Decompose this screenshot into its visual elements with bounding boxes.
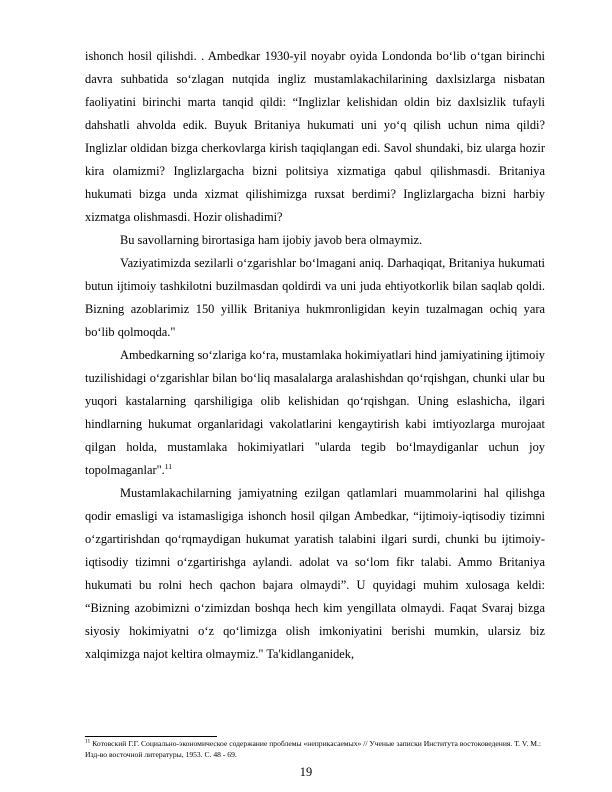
- page-number: 19: [299, 765, 313, 779]
- paragraph-4: [85, 344, 545, 482]
- footnote: [85, 738, 545, 760]
- footnote-reference: 11: [164, 461, 172, 471]
- paragraph-1: ishonch hosil qilishdi. . Ambedkar 1930-yil noyabr oyida Londonda bo‘lib o‘tgan birinchi davra suhbatida so‘zlagan nutqida ingliz mustamlakachilarining daxlsizlarga nisbatan faoliyatini birinchi marta tanqid qildi: “Inglizlar kelishidan oldin biz daxlsizlik tufayli dahshatli ahvolda edik. Buyuk Britaniya hukumati uni yo‘q qilish uchun nima qildi? Inglizlar oldidan bizga cherkovlarga kirish taqiqlangan edi. Savol shundaki, biz ularga hozir kira olamizmi? Inglizlargacha bizni politsiya xizmatiga qabul qilishmasdi. Britaniya hukumati bizga unda xizmat qilishimizga ruxsat berdimi? Inglizlargacha bizni harbiy xizmatga olishmasdi. Hozir olishadimi?: [85, 49, 545, 224]
- paragraph-5: Mustamlakachilarning jamiyatning ezilgan qatlamlari muammolarini hal qilishga qodir emasligi va istamasligiga ishonch hosil qilgan Ambedkar, “ijtimoiy-iqtisodiy tizimni o‘zgartirishdan qo‘rqmaydigan hukumat yaratish talabini ilgari surdi, chunki bu ijtimoiy-iqtisodiy tizimni o‘zgartirishga aylandi. adolat va so‘lom fikr talabi. Ammo Britaniya hukumati bu rolni hech qachon bajara olmaydi”. U quyidagi muhim xulosaga keldi: “Bizning azobimizni o‘zimizdan boshqa hech kim yengillata olmaydi. Faqat Svaraj bizga siyosiy hokimiyatni o‘z qo‘limizga olish imkoniyatini berishi mumkin, ularsiz biz xalqimizga najot keltira olmaymiz." Ta'kidlanganidek,: [85, 486, 545, 661]
- footnote-divider: [85, 736, 217, 737]
- paragraph-4-text: Ambedkarning so‘zlariga ko‘ra, mustamlaka hokimiyatlari hind jamiyatining ijtimoiy tuzilishidagi o‘zgarishlar bilan bo‘liq masalalarga aralashishdan qo‘rqishgan, chunki ular bu yuqori kastalarning qarshiligiga olib kelishidan qo‘rqishgan. Uning eslashicha, ilgari hindlarning hukumat organlaridagi vakolatlarini kengaytirish kabi imtiyozlarga murojaat qilgan holda, mustamlaka hokimiyatlari "ularda tegib bo‘lmaydiganlar uchun joy topolmaganlar".: [85, 348, 545, 477]
- footnote-text: Котовский Г.Г. Социально-экономическое содержание проблемы «неприкасаемых» // Ученые записки Института востоковедения. Т. V. М.: Изд-во восточной литературы, 1953. С. 48 - 69.: [85, 739, 541, 759]
- paragraph-2: Bu savollarning birortasiga ham ijobiy javob bera olmaymiz.: [120, 233, 423, 247]
- paragraph-3: Vaziyatimizda sezilarli o‘zgarishlar bo‘lmagani aniq. Darhaqiqat, Britaniya hukumati butun ijtimoiy tashkilotni buzilmasdan qoldirdi va uni juda ehtiyotkorlik bilan saqlab qoldi. Bizning azoblarimiz 150 yillik Britaniya hukmronligidan keyin tuzalmagan ochiq yara bo‘lib qolmoqda.": [85, 256, 545, 339]
- footnote-marker: 11: [85, 738, 91, 745]
- main-text: [85, 45, 545, 666]
